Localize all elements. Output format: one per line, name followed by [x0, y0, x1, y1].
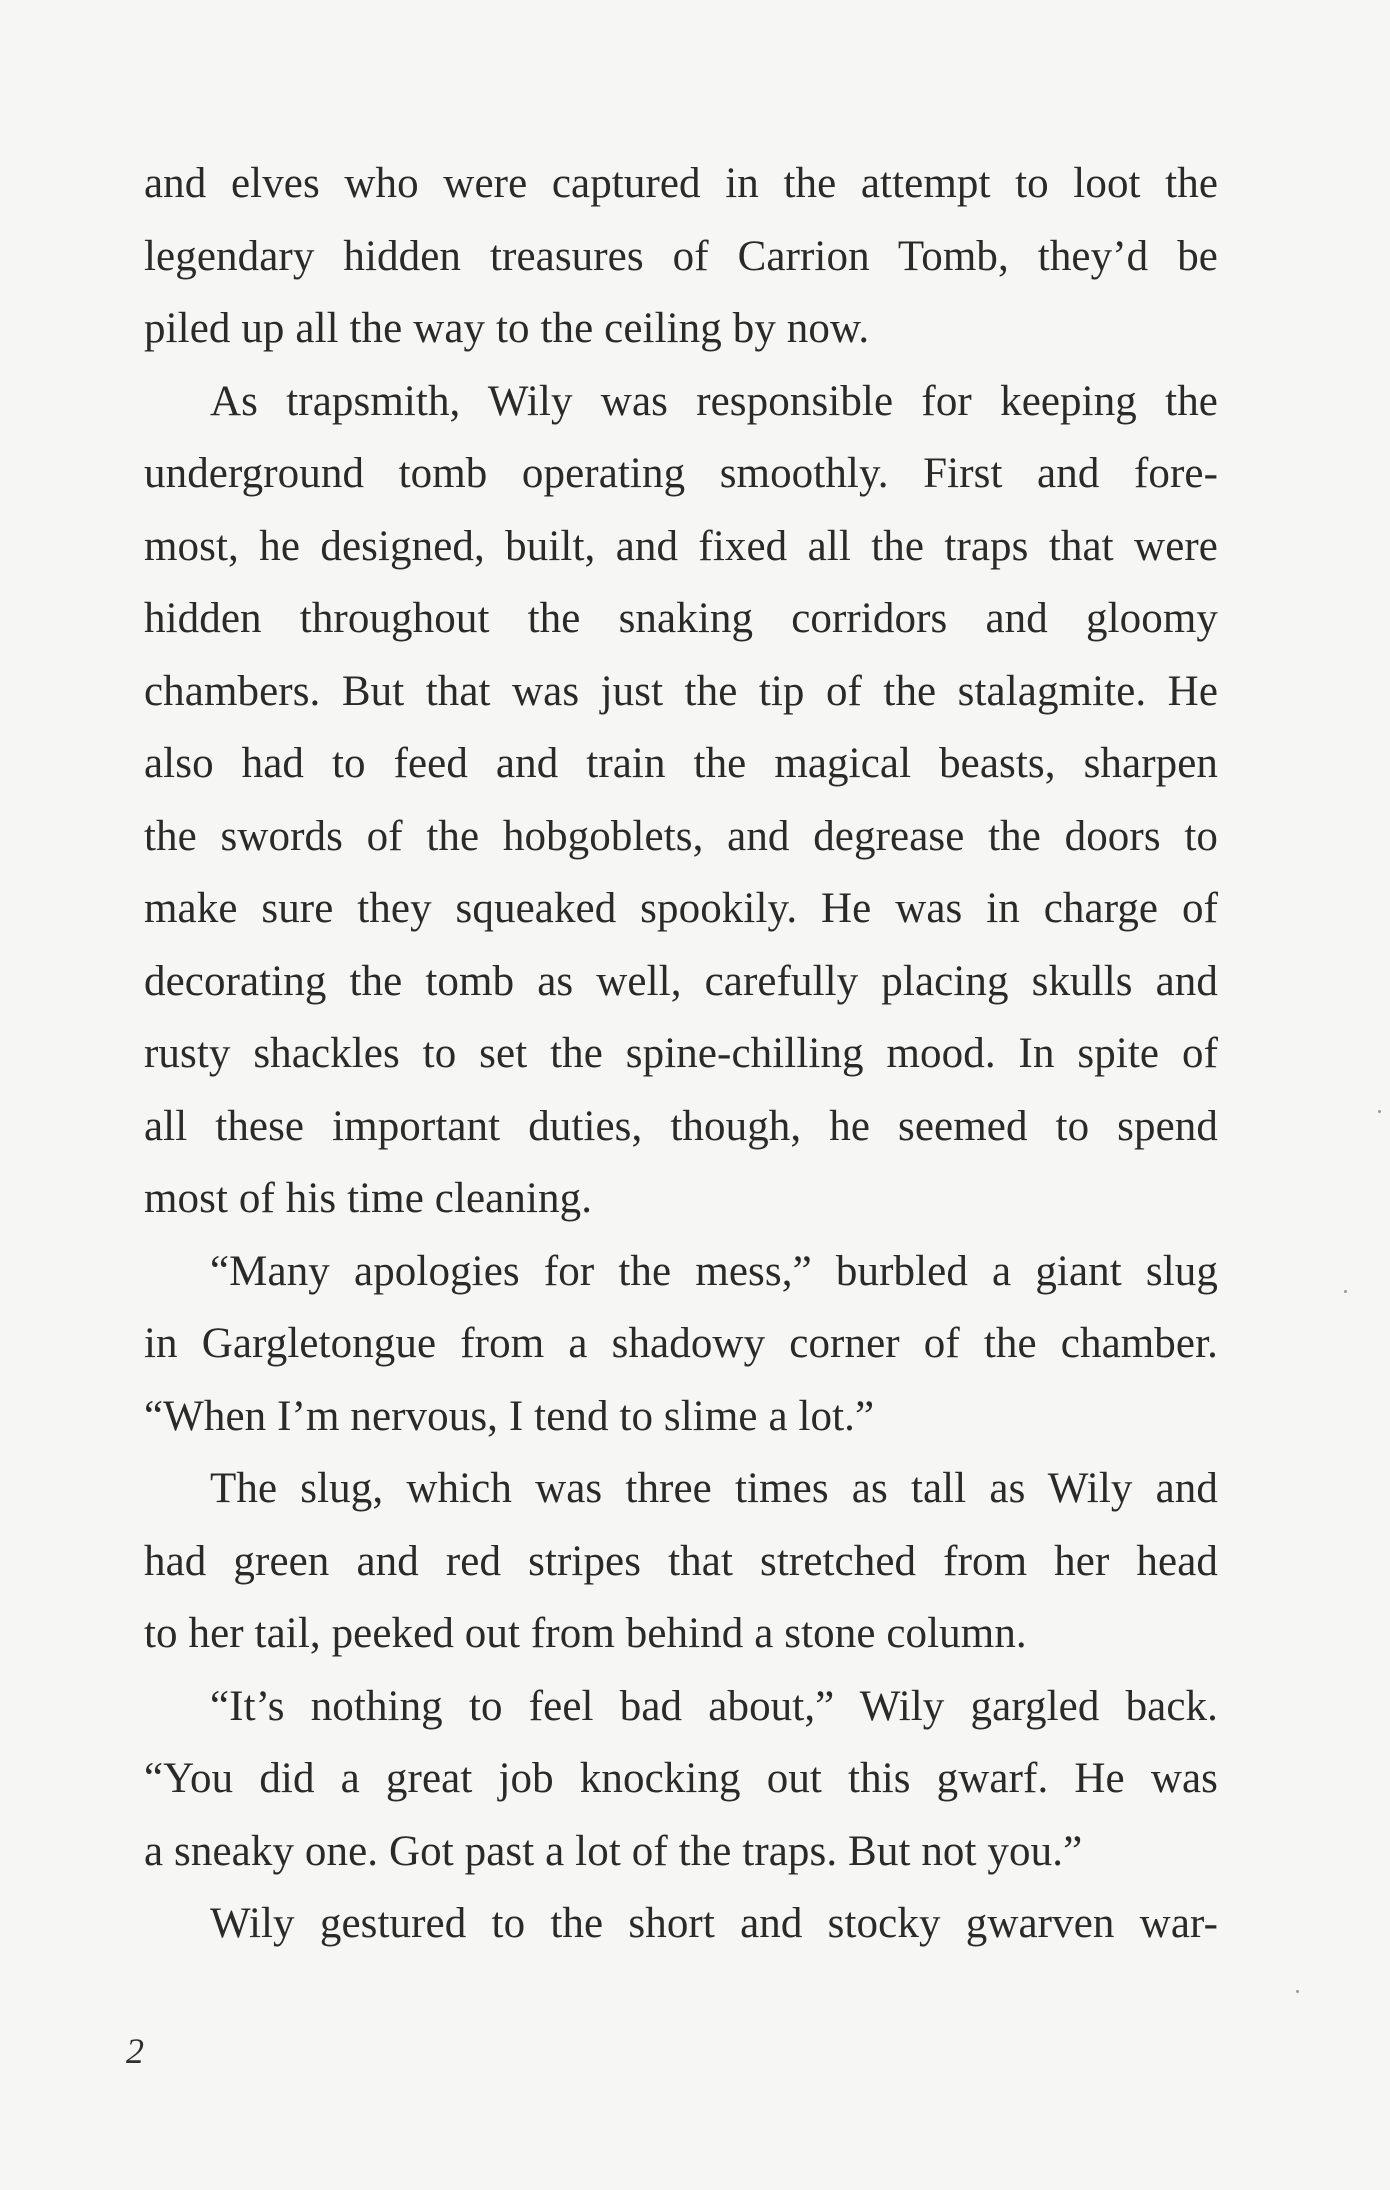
text-line: Wily gestured to the short and stocky gwarven war-	[210, 1900, 1218, 1947]
text-line: in Gargletongue from a shadowy corner of the chamber.	[144, 1320, 1218, 1367]
text-line: hidden throughout the snaking corridors and gloomy	[144, 595, 1218, 642]
text-line: “You did a great job knocking out this gwarf. He was	[144, 1755, 1218, 1802]
paper-speck	[1344, 1290, 1347, 1293]
text-line: “Many apologies for the mess,” burbled a giant slug	[210, 1247, 1218, 1295]
text-line: a sneaky one. Got past a lot of the traps. But not you.”	[144, 1827, 1083, 1875]
paper-speck	[1296, 1990, 1299, 1993]
text-line: decorating the tomb as well, carefully placing skulls and	[144, 957, 1218, 1005]
text-line: also had to feed and train the magical beasts, sharpen	[144, 740, 1218, 787]
text-line: legendary hidden treasures of Carrion Tomb, they’d be	[144, 232, 1218, 280]
text-line: “It’s nothing to feel bad about,” Wily gargled back.	[210, 1682, 1218, 1730]
text-line: make sure they squeaked spookily. He was in charge of	[144, 885, 1218, 932]
text-line: rusty shackles to set the spine-chilling mood. In spite of	[144, 1030, 1218, 1077]
text-line: had green and red stripes that stretched from her head	[144, 1537, 1218, 1585]
paper-speck	[1378, 1110, 1381, 1113]
text-line: The slug, which was three times as tall as Wily and	[210, 1465, 1218, 1512]
body-text	[144, 148, 1218, 1961]
text-line: the swords of the hobgoblets, and degrease the doors to	[144, 812, 1218, 860]
text-line: most of his time cleaning.	[144, 1175, 593, 1222]
text-line: As trapsmith, Wily was responsible for keeping the	[210, 377, 1218, 425]
text-line: chambers. But that was just the tip of the stalagmite. He	[144, 667, 1218, 715]
text-line: “When I’m nervous, I tend to slime a lot.”	[144, 1392, 875, 1440]
text-line: piled up all the way to the ceiling by now.	[144, 305, 870, 352]
text-line: underground tomb operating smoothly. First and fore-	[144, 450, 1218, 497]
text-line: to her tail, peeked out from behind a stone column.	[144, 1610, 1027, 1657]
text-line: all these important duties, though, he seemed to spend	[144, 1102, 1218, 1150]
page-number: 2	[126, 2031, 144, 2071]
text-line: most, he designed, built, and fixed all the traps that were	[144, 522, 1218, 570]
text-line: and elves who were captured in the attempt to loot the	[144, 160, 1218, 207]
